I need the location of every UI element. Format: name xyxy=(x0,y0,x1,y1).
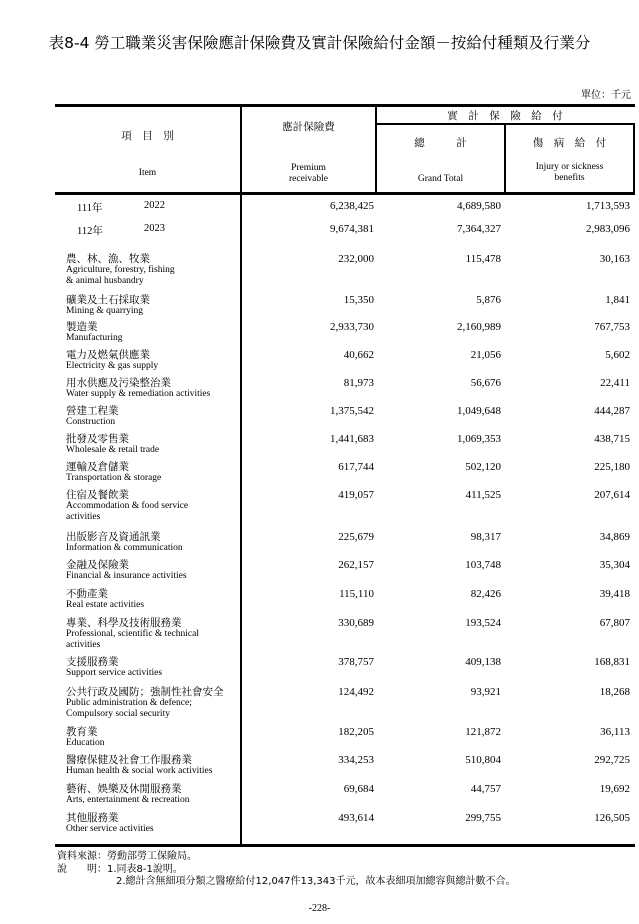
industry-name-en: Agriculture, forestry, fishing xyxy=(66,265,175,275)
total-value: 1,049,648 xyxy=(457,405,501,417)
industry-row xyxy=(0,489,639,529)
total-value: 7,364,327 xyxy=(457,223,501,235)
industry-name-en: Electricity & gas supply xyxy=(66,361,159,371)
total-value: 193,524 xyxy=(465,617,501,629)
industry-name-en: Water supply & remediation activities xyxy=(66,389,211,399)
header-injury-zh: 傷 病 給 付 xyxy=(532,137,607,149)
injury-value: 292,725 xyxy=(594,754,630,766)
injury-value: 2,983,096 xyxy=(586,223,630,235)
industry-row xyxy=(0,686,639,726)
total-value: 409,138 xyxy=(465,656,501,668)
premium-value: 378,757 xyxy=(338,656,374,668)
total-value: 4,689,580 xyxy=(457,200,501,212)
industry-name-zh: 其他服務業 xyxy=(66,812,119,824)
year-ad: 2023 xyxy=(144,223,165,234)
industry-name-en: Compulsory social security xyxy=(66,708,170,719)
injury-value: 35,304 xyxy=(599,559,630,571)
header-benefits-group-zh: 實 計 保 險 給 付 xyxy=(447,110,563,122)
header-injury-en xyxy=(506,162,633,184)
year-roc: 112年 xyxy=(77,226,103,237)
premium-value: 2,933,730 xyxy=(330,321,374,333)
industry-name-zh: 住宿及餐飲業 xyxy=(66,489,129,501)
injury-value: 1,713,593 xyxy=(586,200,630,212)
injury-value: 22,411 xyxy=(600,377,630,389)
premium-value: 334,253 xyxy=(338,754,374,766)
total-value: 299,755 xyxy=(465,812,501,824)
premium-value: 617,744 xyxy=(338,461,374,473)
injury-value: 19,692 xyxy=(599,783,630,795)
injury-value: 30,163 xyxy=(599,253,630,265)
industry-name-en: & animal husbandry xyxy=(66,275,144,286)
total-value: 82,426 xyxy=(470,588,501,600)
injury-value: 36,113 xyxy=(600,726,630,738)
industry-name-en: Mining & quarrying xyxy=(66,306,144,316)
note-label: 說 明： xyxy=(57,864,107,875)
industry-name-en: Arts, entertainment & recreation xyxy=(66,795,190,805)
page-number: -228- xyxy=(308,903,331,914)
premium-value: 419,057 xyxy=(338,489,374,501)
header-premium-en xyxy=(242,163,375,185)
industry-name-en: Construction xyxy=(66,417,116,427)
injury-value: 18,268 xyxy=(599,686,630,698)
header-premium-zh: 應計保險費 xyxy=(282,121,335,133)
source-text: 勞動部勞工保險局。 xyxy=(107,851,197,862)
premium-value: 330,689 xyxy=(338,617,374,629)
industry-name-en: Information & communication xyxy=(66,543,183,553)
premium-value: 124,492 xyxy=(338,686,374,698)
industry-name-zh: 批發及零售業 xyxy=(66,433,129,445)
header-bottom-rule xyxy=(55,192,635,195)
source-label: 資料來源： xyxy=(57,851,107,862)
industry-name-en: activities xyxy=(66,511,101,522)
injury-value: 126,505 xyxy=(594,812,630,824)
total-value: 103,748 xyxy=(465,559,501,571)
industry-name-en: Education xyxy=(66,738,105,748)
industry-name-zh: 專業、科學及技術服務業 xyxy=(66,617,182,629)
industry-name-zh: 電力及燃氣供應業 xyxy=(66,349,150,361)
premium-value: 40,662 xyxy=(343,349,374,361)
source-note xyxy=(57,851,197,863)
total-value: 1,069,353 xyxy=(457,433,501,445)
premium-value: 115,110 xyxy=(339,588,374,600)
total-value: 98,317 xyxy=(470,531,501,543)
total-value: 2,160,989 xyxy=(457,321,501,333)
premium-value: 182,205 xyxy=(338,726,374,738)
industry-name-en: Accommodation & food service xyxy=(66,501,189,511)
industry-name-zh: 不動產業 xyxy=(66,588,108,600)
note-1: 1.同表8-1說明。 xyxy=(107,864,183,875)
year-row xyxy=(0,200,639,214)
industry-name-zh: 製造業 xyxy=(66,321,98,333)
industry-name-en: Manufacturing xyxy=(66,333,123,343)
header-total-en: Grand Total xyxy=(417,174,464,184)
total-value: 5,876 xyxy=(476,294,501,306)
premium-value: 232,000 xyxy=(338,253,374,265)
injury-value: 444,287 xyxy=(594,405,630,417)
unit-label: 單位：千元 xyxy=(581,90,631,101)
total-value: 502,120 xyxy=(465,461,501,473)
header-item-zh: 項 目 別 xyxy=(121,130,174,142)
industry-name-zh: 農、林、漁、牧業 xyxy=(66,253,150,265)
industry-name-en: Human health & social work activities xyxy=(66,766,213,776)
injury-value: 207,614 xyxy=(594,489,630,501)
injury-value: 767,753 xyxy=(594,321,630,333)
premium-value: 262,157 xyxy=(338,559,374,571)
right-border xyxy=(633,124,635,194)
industry-name-zh: 金融及保險業 xyxy=(66,559,129,571)
industry-name-zh: 礦業及土石採取業 xyxy=(66,294,150,306)
industry-row xyxy=(0,253,639,293)
industry-name-zh: 藝術、娛樂及休閒服務業 xyxy=(66,783,182,795)
explanation-note xyxy=(57,864,183,876)
industry-name-en: Public administration & defence; xyxy=(66,698,192,708)
table-top-rule xyxy=(55,104,635,107)
industry-name-zh: 公共行政及國防；強制性社會安全 xyxy=(66,686,224,698)
header-premium-en-line2: receivable xyxy=(288,174,329,184)
premium-value: 81,973 xyxy=(343,377,374,389)
total-value: 93,921 xyxy=(470,686,501,698)
header-item-en: Item xyxy=(138,168,157,178)
premium-value: 9,674,381 xyxy=(330,223,374,235)
industry-name-en: activities xyxy=(66,639,101,650)
injury-value: 67,807 xyxy=(599,617,630,629)
injury-value: 168,831 xyxy=(594,656,630,668)
injury-value: 5,602 xyxy=(605,349,630,361)
premium-value: 493,614 xyxy=(338,812,374,824)
explanation-note-2: 2.總計含無細項分類之醫療給付12,047件13,343千元，故本表細項加總容與總計數不合。 xyxy=(116,876,516,887)
year-roc: 111年 xyxy=(77,203,103,214)
total-value: 56,676 xyxy=(470,377,501,389)
total-value: 510,804 xyxy=(465,754,501,766)
industry-name-en: Financial & insurance activities xyxy=(66,571,187,581)
header-injury-en-line2: benefits xyxy=(554,173,585,183)
industry-name-zh: 營建工程業 xyxy=(66,405,119,417)
table-title: 表8-4 勞工職業災害保險應計保險費及實計保險給付金額－按給付種類及行業分 xyxy=(48,34,591,52)
total-value: 115,478 xyxy=(465,253,501,265)
total-value: 21,056 xyxy=(470,349,501,361)
injury-value: 1,841 xyxy=(605,294,630,306)
injury-value: 438,715 xyxy=(594,433,630,445)
industry-name-en: Support service activities xyxy=(66,668,163,678)
premium-value: 6,238,425 xyxy=(330,200,374,212)
industry-name-zh: 醫療保健及社會工作服務業 xyxy=(66,754,192,766)
header-total-zh: 總 計 xyxy=(414,137,467,149)
premium-value: 1,375,542 xyxy=(330,405,374,417)
industry-name-zh: 出版影音及資通訊業 xyxy=(66,531,161,543)
industry-row xyxy=(0,617,639,657)
injury-value: 39,418 xyxy=(599,588,630,600)
industry-name-zh: 教育業 xyxy=(66,726,98,738)
year-ad: 2022 xyxy=(144,200,165,211)
header-premium-en-line1: Premium xyxy=(291,163,326,173)
industry-name-en: Wholesale & retail trade xyxy=(66,445,160,455)
premium-value: 1,441,683 xyxy=(330,433,374,445)
industry-name-en: Other service activities xyxy=(66,824,154,834)
injury-value: 225,180 xyxy=(594,461,630,473)
premium-value: 15,350 xyxy=(343,294,374,306)
injury-value: 34,869 xyxy=(599,531,630,543)
industry-name-zh: 支援服務業 xyxy=(66,656,119,668)
industry-name-zh: 用水供應及污染整治業 xyxy=(66,377,171,389)
industry-name-en: Transportation & storage xyxy=(66,473,162,483)
total-value: 411,525 xyxy=(465,489,501,501)
industry-name-en: Professional, scientific & technical xyxy=(66,629,199,639)
total-value: 121,872 xyxy=(465,726,501,738)
premium-value: 225,679 xyxy=(338,531,374,543)
premium-value: 69,684 xyxy=(343,783,374,795)
industry-name-zh: 運輸及倉儲業 xyxy=(66,461,129,473)
total-value: 44,757 xyxy=(470,783,501,795)
industry-name-en: Real estate activities xyxy=(66,600,145,610)
header-injury-en-line1: Injury or sickness xyxy=(535,162,604,172)
year-row xyxy=(0,223,639,237)
industry-row xyxy=(0,812,639,852)
